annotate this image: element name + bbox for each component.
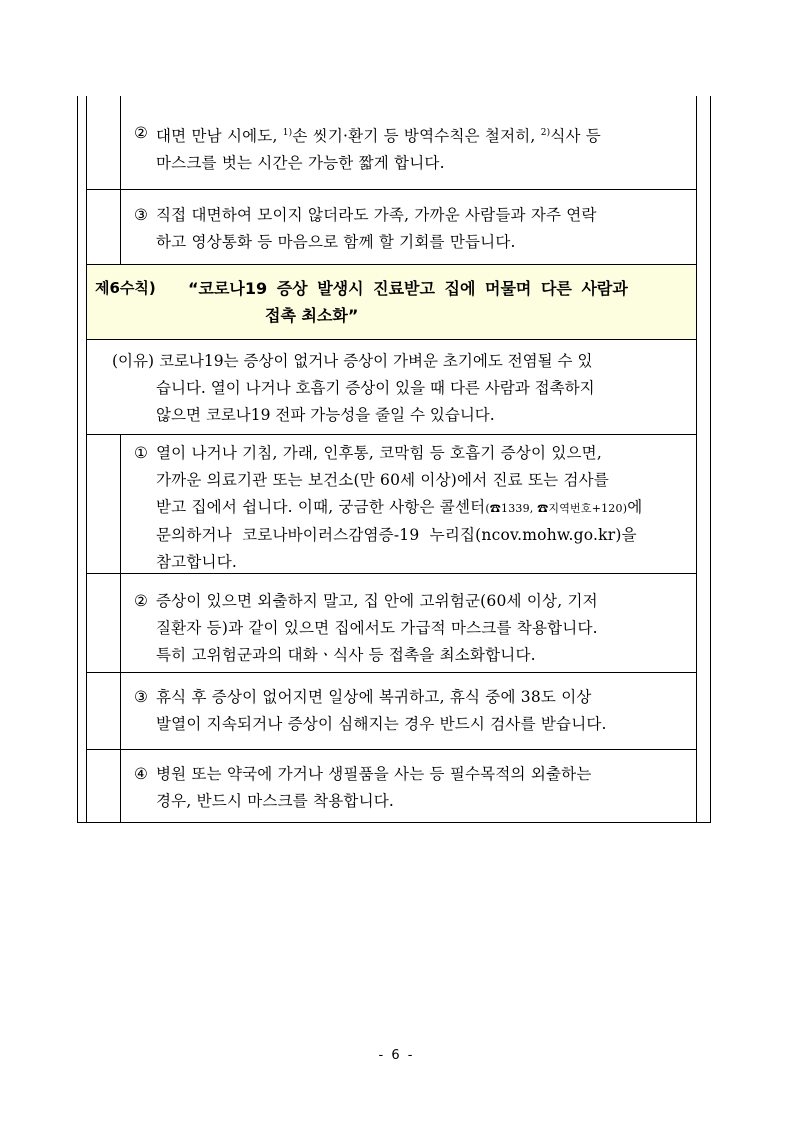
rule-item-2b — [134, 588, 694, 669]
row-divider — [86, 189, 697, 190]
rule-item-2 — [134, 120, 694, 177]
rule-label: 제6수칙) — [95, 279, 156, 297]
item-text: 식사 등 — [550, 127, 601, 145]
item-number: ④ — [134, 765, 149, 783]
rule-item-3 — [134, 202, 694, 256]
item-text: 직접 대면하여 모이지 않더라도 가족, 가까운 사람들과 자주 연락 — [156, 206, 597, 224]
call-center-number: (☎1339, ☎지역번호+120) — [485, 502, 628, 515]
reason-line1: (이유) 코로나19는 증상이 없거나 증상이 가벼운 초기에도 전염될 수 있 — [112, 352, 593, 370]
footnote-marker: 1) — [282, 128, 293, 138]
item-number: ② — [134, 592, 149, 610]
item-text: 대면 만남 시에도, — [156, 127, 283, 145]
item-text: 휴식 후 증상이 없어지면 일상에 복귀하고, 휴식 중에 38도 이상 — [156, 688, 592, 706]
reason-box — [86, 340, 697, 435]
item-number: ③ — [134, 206, 149, 224]
rule-item-4 — [134, 761, 694, 815]
rule-title-line2: 접촉 최소화” — [265, 306, 359, 325]
item-text: 열이 나거나 기침, 가래, 인후통, 코막힘 등 호흡기 증상이 있으면, — [156, 444, 602, 462]
item-text: 참고합니다. — [156, 553, 237, 571]
item-number: ③ — [134, 688, 149, 706]
reason-line3: 않으면 코로나19 전파 가능성을 줄일 수 있습니다. — [156, 406, 495, 424]
item-text: 경우, 반드시 마스크를 착용합니다. — [156, 792, 395, 810]
rule-item-3b — [134, 684, 694, 738]
item-text: 질환자 등)과 같이 있으면 집에서도 가급적 마스크를 착용합니다. — [156, 619, 598, 637]
item-text: 증상이 있으면 외출하지 말고, 집 안에 고위험군(60세 이상, 기저 — [156, 592, 598, 610]
item-number: ① — [134, 444, 149, 462]
item-text: 가까운 의료기관 또는 보건소(만 60세 이상)에서 진료 또는 검사를 — [156, 471, 609, 489]
item-text: 특히 고위험군과의 대화ㆍ식사 등 접촉을 최소화합니다. — [156, 646, 536, 664]
footnote-marker: 2) — [540, 128, 551, 138]
rule-item-1 — [134, 440, 694, 576]
left-gutter-line — [120, 96, 121, 264]
item-text: 발열이 지속되거나 증상이 심해지는 경우 반드시 검사를 받습니다. — [156, 715, 607, 733]
row-divider — [86, 672, 697, 673]
item-text: 하고 영상통화 등 마음으로 함께 할 기회를 만듭니다. — [156, 233, 516, 251]
item-text: 받고 집에서 쉽니다. 이때, 궁금한 사항은 콜센터 — [156, 498, 486, 516]
item-text: 문의하거나 코로나바이러스감염증-19 누리집(ncov.mohw.go.kr)을 — [156, 526, 637, 544]
page-number: - 6 - — [378, 1048, 415, 1063]
item-text: 마스크를 벗는 시간은 가능한 짧게 합니다. — [156, 154, 445, 172]
rule-6-heading — [86, 264, 697, 340]
left-gutter-line — [120, 435, 121, 823]
rule-title-line1: “코로나19 증상 발생시 진료받고 집에 머물며 다른 사람과 — [188, 279, 628, 298]
item-text: 에 — [627, 498, 643, 516]
reason-line2: 습니다. 열이 나거나 호흡기 증상이 있을 때 다른 사람과 접촉하지 — [156, 379, 595, 397]
item-text: 병원 또는 약국에 가거나 생필품을 사는 등 필수목적의 외출하는 — [156, 765, 592, 783]
row-divider — [86, 749, 697, 750]
item-text: 손 씻기·환기 등 방역수칙은 철저히, — [292, 127, 541, 145]
item-number: ② — [134, 124, 149, 142]
